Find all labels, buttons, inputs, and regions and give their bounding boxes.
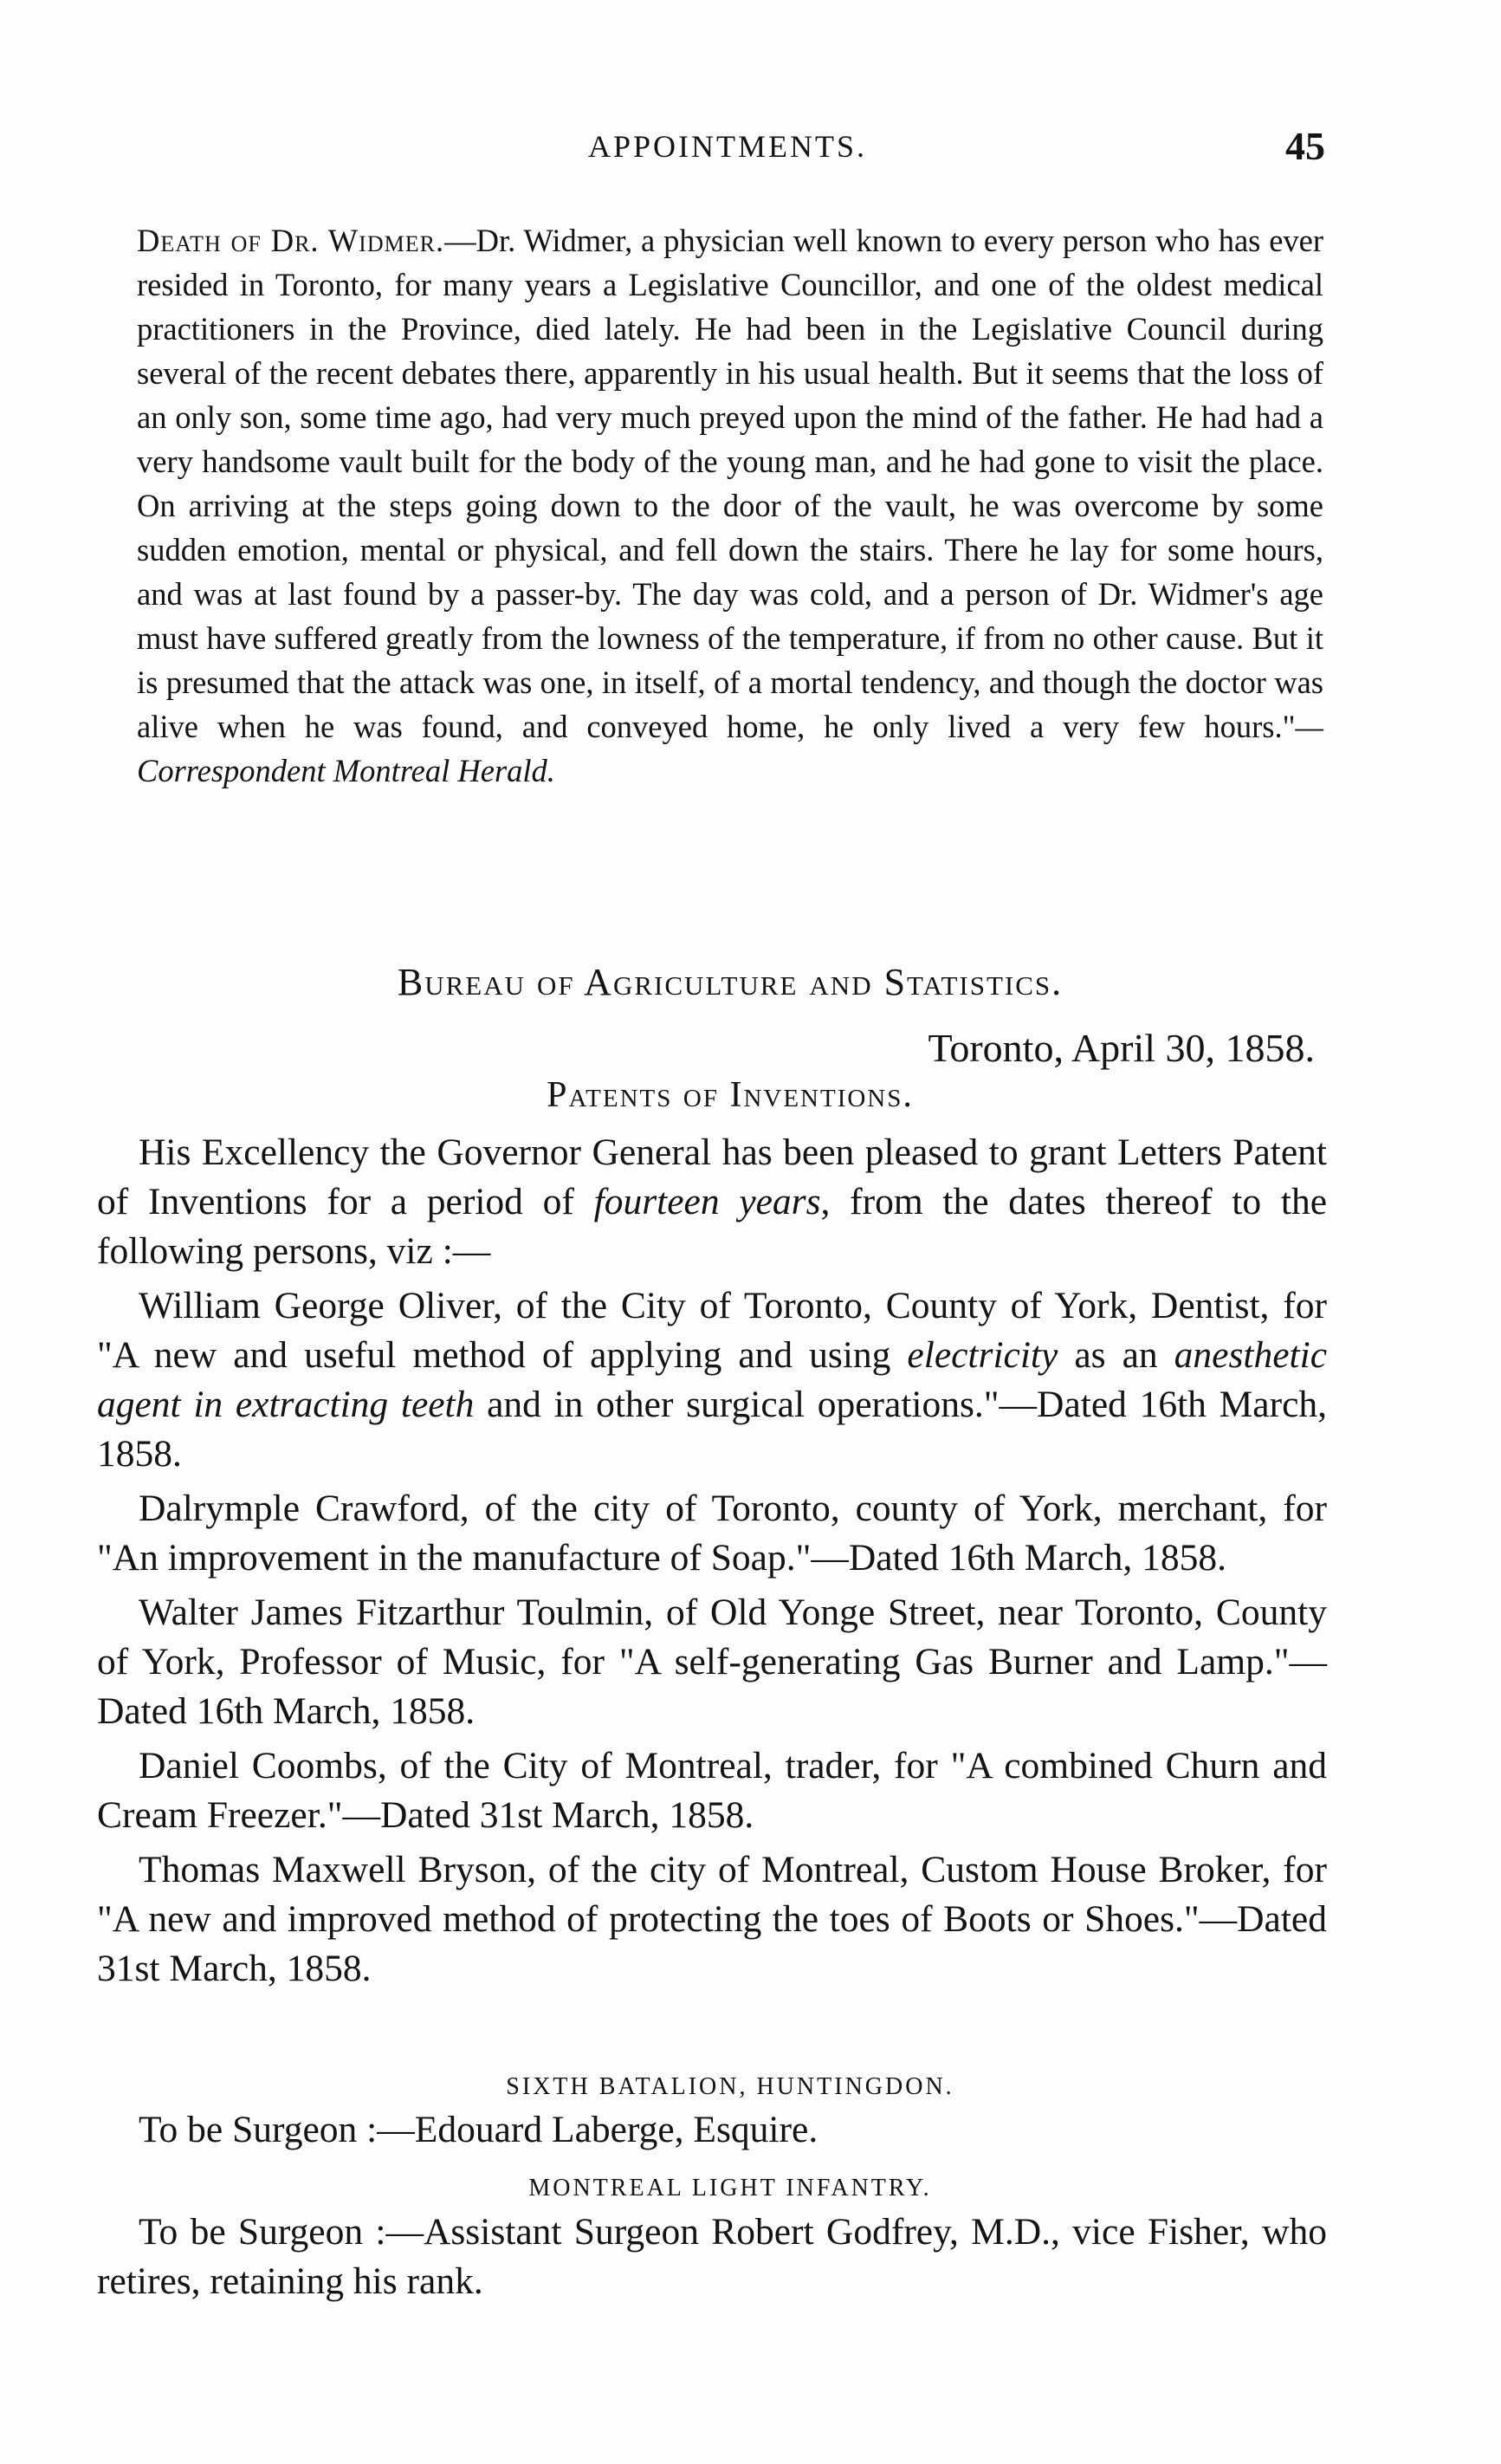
patent-entry-bryson: Thomas Maxwell Bryson, of the city of Montreal, Custom House Broker, for "A new and improved method of protecting the toes of Boots or Shoes."—Dated 31st March, 1858. <box>97 1849 1327 1989</box>
bureau-title: Bureau of Agriculture and Statistics. <box>397 961 1064 1003</box>
sixth-batalion-appointment <box>97 2105 1327 2155</box>
intro-term: fourteen years <box>593 1181 821 1222</box>
oliver-term-2: anesthetic agent in extracting teeth <box>97 1334 1327 1425</box>
page-header <box>130 124 1325 180</box>
patents-intro <box>97 1128 1327 1276</box>
page-number: 45 <box>1285 124 1325 168</box>
patent-entry-oliver <box>97 1281 1327 1479</box>
obituary-source: —Correspondent Montreal Herald. <box>137 709 1323 788</box>
oliver-text-b: as an <box>1058 1334 1174 1376</box>
oliver-text-a: William George Oliver, of the City of Toronto, County of York, Dentist, for "A new and useful method of applying and using <box>97 1285 1327 1376</box>
montreal-infantry-heading: MONTREAL LIGHT INFANTRY. <box>528 2175 932 2201</box>
sixth-batalion-heading: SIXTH BATALION, HUNTINGDON. <box>506 2073 954 2100</box>
patents-heading: Patents of Inventions. <box>547 1075 914 1115</box>
montreal-infantry-appointment <box>97 2208 1327 2306</box>
patent-entry-crawford: Dalrymple Crawford, of the city of Toronto, county of York, merchant, for "An improvement in the manufacture of Soap."—Dated 16th March, 1858. <box>97 1488 1327 1579</box>
sixth-batalion-text: To be Surgeon :—Edouard Laberge, Esquire. <box>139 2109 818 2150</box>
patents-list <box>97 1128 1327 1999</box>
patent-entry-coombs: Daniel Coombs, of the City of Montreal, trader, for "A combined Churn and Cream Freezer."—Dated 31st March, 1858. <box>97 1745 1327 1836</box>
intro-text-b: , from the dates thereof to the following persons, viz :— <box>97 1181 1328 1272</box>
dateline: Toronto, April 30, 1858. <box>928 1026 1315 1070</box>
running-head: APPOINTMENTS. <box>587 129 868 164</box>
oliver-text-c: and in other surgical operations."—Dated 16th March, 1858. <box>97 1384 1328 1475</box>
obituary-title: Death of Dr. Widmer. <box>137 223 445 258</box>
oliver-term-1: electricity <box>907 1334 1058 1376</box>
intro-text-a: His Excellency the Governor General has been pleased to grant Letters Patent of Inventions for a period of <box>97 1131 1327 1222</box>
montreal-infantry-text: To be Surgeon :—Assistant Surgeon Robert Godfrey, M.D., vice Fisher, who retires, retaining his rank. <box>97 2211 1327 2302</box>
patent-entry-toulmin: Walter James Fitzarthur Toulmin, of Old Yonge Street, near Toronto, County of York, Professor of Music, for "A self-generating Gas Burner and Lamp."—Dated 16th March, 1858. <box>97 1592 1327 1732</box>
obituary-body: —Dr. Widmer, a physician well known to every person who has ever resided in Toronto, for many years a Legislative Councillor, and one of the oldest medical practitioners in the Province, died lately. He had been in the Legislative Council during several of the recent debates there, apparently in his usual health. But it seems that the loss of an only son, some time ago, had very much preyed upon the mind of the father. He had had a very handsome vault built for the body of the young man, and he had gone to visit the place. On arriving at the steps going down to the door of the vault, he was overcome by some sudden emotion, mental or physical, and fell down the stairs. There he lay for some hours, and was at last found by a passer-by. The day was cold, and a person of Dr. Widmer's age must have suffered greatly from the lowness of the temperature, if from no other cause. But it is presumed that the attack was one, in itself, of a mortal tendency, and though the doctor was alive when he was found, and conveyed home, he only lived a very few hours." <box>137 223 1323 744</box>
obituary-paragraph <box>137 218 1323 793</box>
obituary-article <box>137 218 1323 793</box>
